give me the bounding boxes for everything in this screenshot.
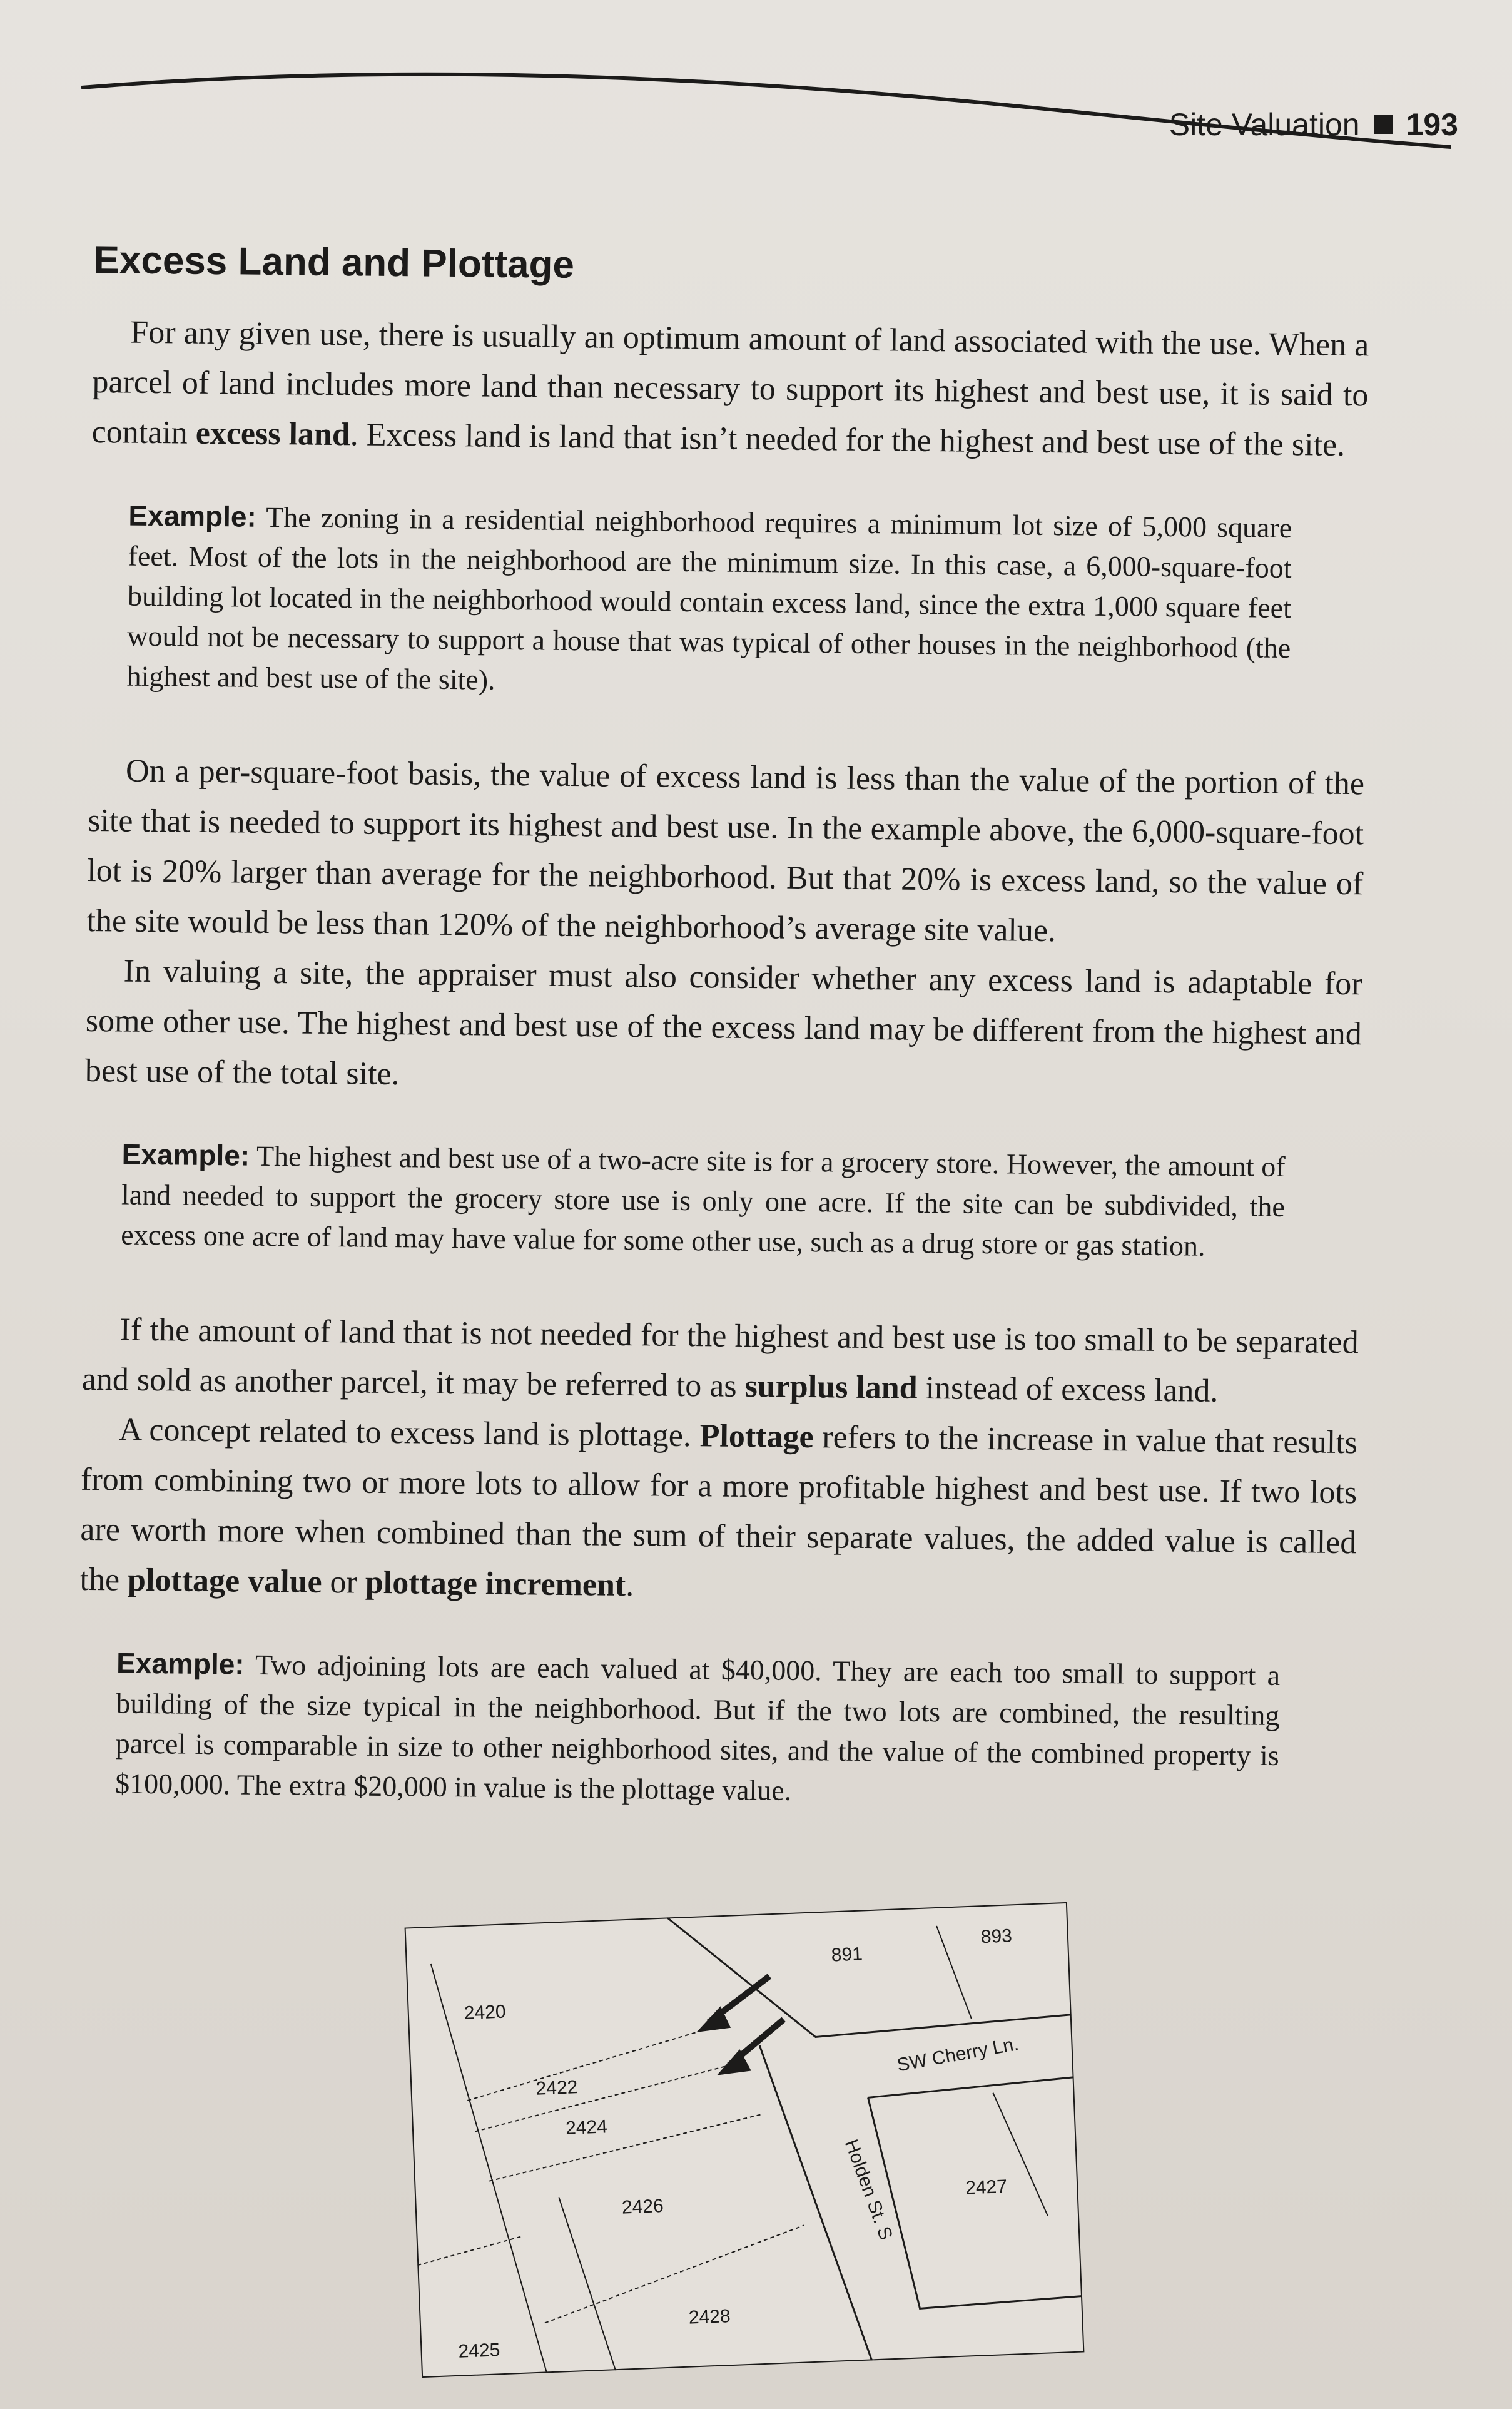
lot-label: 2426 <box>621 2196 664 2218</box>
paragraph-1-text-end: . Excess land is land that isn’t needed for the highest and best use of the site. <box>350 417 1346 463</box>
paragraph-4-text: If the amount of land that is not needed for the highest and best use is too small to be separated and sold as another parcel, it may be referred to as <box>81 1311 1359 1404</box>
lot-label: 2420 <box>464 2001 507 2024</box>
paragraph-4 <box>81 1305 1359 1418</box>
paragraph-5-period: . <box>625 1567 634 1604</box>
running-head <box>1169 106 1458 143</box>
section-heading: Excess Land and Plottage <box>93 238 575 287</box>
page-number: 193 <box>1406 107 1458 142</box>
lot-label: 893 <box>980 1925 1013 1948</box>
example-label: Example: <box>116 1646 245 1681</box>
lot-label: 2428 <box>688 2306 731 2328</box>
term-surplus-land: surplus land <box>744 1368 918 1406</box>
example-label: Example: <box>121 1138 250 1172</box>
paragraph-5 <box>79 1405 1357 1618</box>
lot-label: 2424 <box>565 2116 608 2139</box>
paragraph-1 <box>91 307 1369 471</box>
street-label-cherry: SW Cherry Ln. <box>895 2034 1020 2076</box>
street-label-holden: Holden St. S <box>840 2136 896 2243</box>
term-excess-land: excess land <box>195 415 351 453</box>
example-label: Example: <box>128 499 257 533</box>
paragraph-5-text: A concept related to excess land is plottage. <box>118 1412 700 1454</box>
paragraph-4-text-end: instead of excess land. <box>917 1370 1219 1409</box>
lot-label: 891 <box>831 1943 863 1966</box>
example-3 <box>115 1643 1281 1816</box>
example-3-text: Two adjoining lots are each valued at $40,000. They are each too small to support a building of the size typical in the neighborhood. But if the two lots are combined, the resulting parcel is comparable in size to other neighborhood sites, and the value of the combined property is $100,000. The extra $20,000 in value is the plottage value. <box>114 1648 1281 1806</box>
example-2 <box>121 1134 1286 1267</box>
map-border <box>405 1902 1085 2378</box>
paragraph-5-text-mid: refers to the increase in value that results from combining two or more lots to allow for a more profitable highest and best use. If two lots are worth more when combined than the sum of their separate values, the added value is called the <box>79 1419 1358 1598</box>
lot-label: 2425 <box>458 2340 500 2362</box>
example-1 <box>126 496 1292 708</box>
paragraph-1-text: For any given use, there is usually an optimum amount of land associated with the use. When a parcel of land includes more land than necessary to support its highest and best use, it is said to contain <box>91 314 1369 451</box>
term-plottage: Plottage <box>699 1418 814 1455</box>
paragraph-2: On a per-square-foot basis, the value of excess land is less than the value of the portion of the site that is needed to support its highest and best use. In the example above, the 6,000-square-foot lot is 20% larger than average for the neighborhood. But that 20% is excess land, so the value of the site would be less than 120% of the neighborhood’s average site value. <box>86 753 1365 949</box>
term-plottage-increment: plottage increment <box>365 1564 626 1604</box>
lot-label: 2422 <box>535 2077 578 2099</box>
lot-label: 2427 <box>965 2176 1008 2199</box>
plat-map-figure <box>405 1902 1085 2378</box>
paragraph-5-or: or <box>322 1564 366 1601</box>
running-title: Site Valuation <box>1169 107 1360 142</box>
term-plottage-value: plottage value <box>127 1562 322 1600</box>
square-bullet-icon <box>1374 115 1393 134</box>
paragraph-3: In valuing a site, the appraiser must also consider whether any excess land is adaptable for some other use. The highest and best use of the excess land may be different from the highest and best use of the total site. <box>84 953 1362 1092</box>
example-1-text: The zoning in a residential neighborhood requires a minimum lot size of 5,000 square feet. Most of the lots in the neighborhood are the minimum size. In this case, a 6,000-square-foot building lot located in the neighborhood would contain excess land, since the extra 1,000 square feet would not be necessary to support a house that was typical of other houses in the neighborhood (the highest and best use of the site). <box>126 501 1292 696</box>
example-2-text: The highest and best use of a two-acre site is for a grocery store. However, the amount of land needed to support the grocery store use is only one acre. If the site can be subdivided, the excess one acre of land may have value for some other use, such as a drug store or gas station. <box>121 1139 1286 1262</box>
main-content <box>77 238 1370 1867</box>
plat-map <box>405 1902 1085 2378</box>
